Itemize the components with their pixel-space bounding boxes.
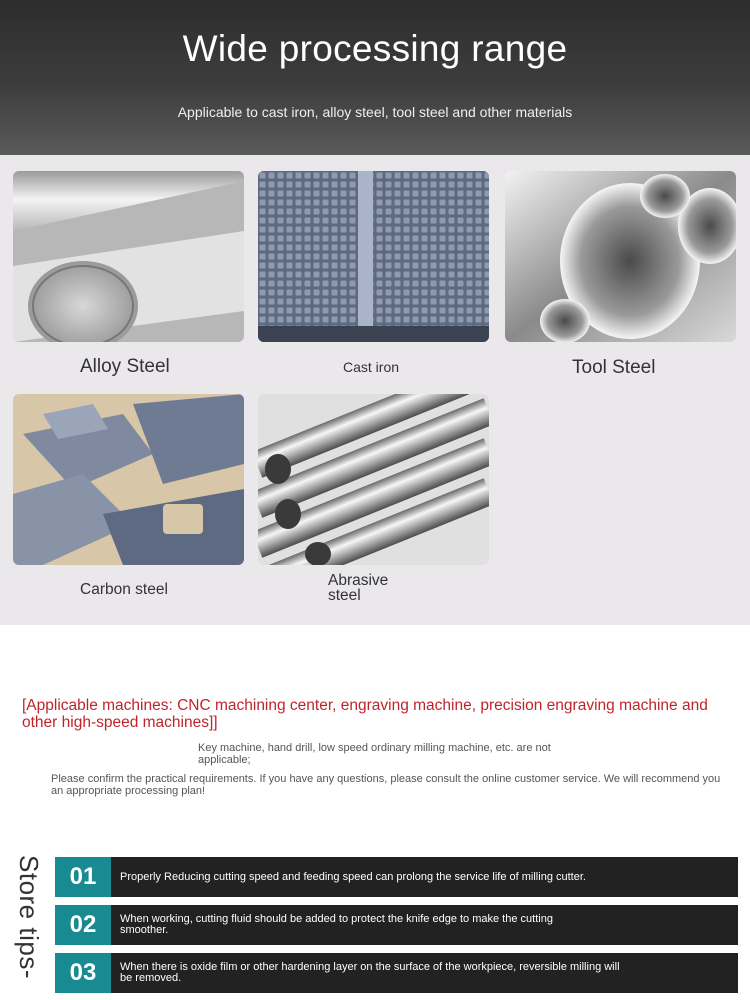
tip-number-badge: 02 (55, 905, 111, 945)
steel-pipes-image (258, 394, 489, 565)
materials-gallery (0, 155, 750, 625)
store-tip-item (55, 953, 738, 993)
steel-tubes-image (505, 171, 736, 342)
tip-number-badge: 03 (55, 953, 111, 993)
tip-number-badge: 01 (55, 857, 111, 897)
material-label: Carbon steel (80, 581, 168, 598)
store-tip-item (55, 905, 738, 945)
cast-iron-plate-image (258, 171, 489, 342)
store-tip-item (55, 857, 738, 897)
material-label: Cast iron (343, 359, 400, 375)
tip-text: When there is oxide film or other hardening layer on the surface of the workpiece, reversible milling will be removed. (120, 961, 620, 984)
store-tips-title: Store tips- (14, 855, 44, 979)
header-banner (0, 0, 750, 155)
carbon-steel-parts-image (13, 394, 244, 565)
steel-rod-image (13, 171, 244, 342)
page-subtitle: Applicable to cast iron, alloy steel, tool steel and other materials (177, 104, 573, 120)
material-label: Alloy Steel (80, 356, 170, 377)
page-title: Wide processing range (182, 28, 568, 69)
not-applicable-text: Key machine, hand drill, low speed ordinary milling machine, etc. are not applicable; (198, 742, 551, 766)
tip-text: When working, cutting fluid should be added to protect the knife edge to make the cutting smoother. (120, 913, 553, 936)
consult-notice-text: Please confirm the practical requirements. If you have any questions, please consult the online customer service. We will recommend you an appropriate processing plan! (51, 773, 721, 797)
material-label: Abrasive steel (328, 572, 389, 604)
tip-text: Properly Reducing cutting speed and feeding speed can prolong the service life of milling cutter. (120, 870, 586, 883)
material-label: Tool Steel (572, 357, 656, 378)
applicable-machines-text: [Applicable machines: CNC machining center, engraving machine, precision engraving machine and other high-speed machines]] (22, 697, 708, 731)
